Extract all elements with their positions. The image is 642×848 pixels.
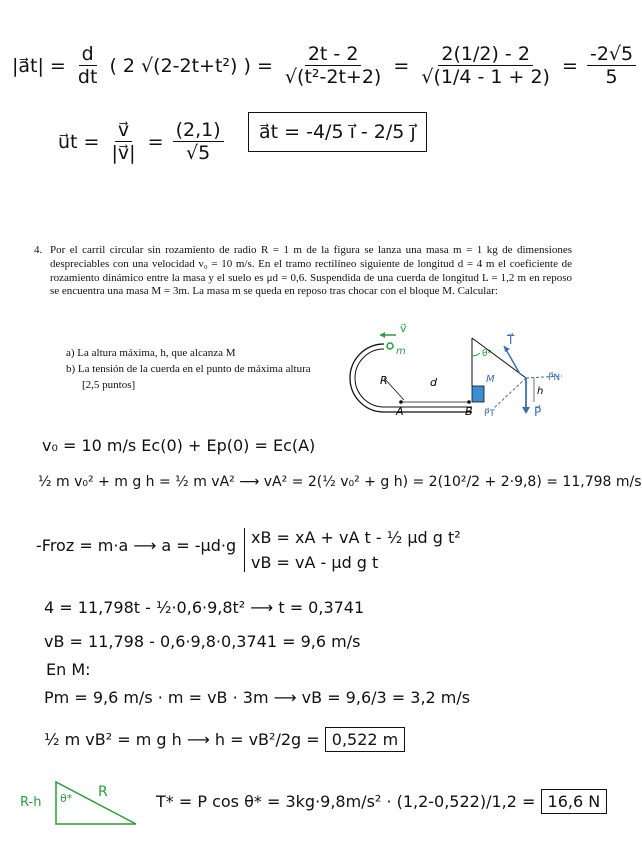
block-M bbox=[472, 386, 484, 402]
equals-3: = bbox=[562, 54, 578, 77]
item-b: b) La tensión de la cuerda en el punto de máxima altura bbox=[66, 363, 311, 375]
ut-fraction bbox=[109, 120, 139, 165]
ut-equation bbox=[58, 120, 227, 165]
M-label: M bbox=[486, 374, 495, 385]
problem-figure bbox=[344, 322, 584, 422]
fraction-1-den: √(t²-2t+2) bbox=[284, 65, 382, 88]
v-label: v⃗ bbox=[400, 322, 407, 335]
solution-line-8 bbox=[44, 730, 405, 749]
solution-line-9-text: T* = P cos θ* = 3kg·9,8m/s² · (1,2-0,522)/1,2 = bbox=[156, 792, 536, 811]
ut-fraction-2-den: √5 bbox=[185, 141, 211, 164]
problem-items bbox=[66, 346, 336, 394]
point-B bbox=[467, 400, 471, 404]
velocity-arrowhead bbox=[380, 332, 385, 338]
item-a: a) La altura máxima, h, que alcanza M bbox=[66, 347, 236, 359]
ddt-fraction bbox=[75, 44, 101, 89]
h-label: h bbox=[537, 386, 544, 397]
tri-Rh-label: R-h bbox=[20, 795, 42, 810]
ut-equals: = bbox=[147, 130, 164, 153]
displaced-rope bbox=[472, 338, 526, 378]
solution-line-7: Pm = 9,6 m/s · m = vB · 3m ⟶ vB = 9,6/3 = 3,2 m/s bbox=[44, 688, 471, 707]
geometry-triangle bbox=[18, 772, 148, 832]
at-lhs: |a⃗t| = bbox=[12, 54, 66, 77]
fraction-1-num: 2t - 2 bbox=[305, 44, 362, 66]
T-result-box: 16,6 N bbox=[541, 789, 608, 814]
mass-m bbox=[387, 343, 393, 349]
theta-label: θ* bbox=[482, 349, 493, 359]
problem-text: Por el carril circular sin rozamiento de radio R = 1 m de la figura se lanza una masa m = 1 kg de dimensiones despreciables con una velocidad v₀ = 10 m/s. En el tramo rectilíneo siguiente de longitud d = 4 m el coeficiente de rozamiento dinámico entre la masa y el suelo es μd = 0,6. Suspendida de una cuerda de longitud L = 1,2 m en reposo se encuentra una masa M = 3m. La masa m se queda en reposo tras chocar con el bloque M. Calcular: bbox=[50, 244, 572, 298]
solution-line-3a: -Froz = m·a ⟶ a = -μd·g bbox=[36, 536, 237, 555]
equals-2: = bbox=[393, 54, 410, 77]
PN-label: P⃗N bbox=[548, 373, 561, 383]
solution-line-3c: vB = vA - μd g t bbox=[251, 553, 379, 572]
P-label: P⃗ bbox=[534, 405, 542, 419]
fraction-2-den: √(1/4 - 1 + 2) bbox=[421, 65, 550, 88]
at-boxed-result: a⃗t = -4/5 i⃗ - 2/5 j⃗ bbox=[248, 112, 427, 152]
h-result-box: 0,522 m bbox=[325, 727, 405, 752]
points: [2,5 puntos] bbox=[82, 379, 136, 391]
fraction-3-num: -2√5 bbox=[587, 44, 636, 66]
problem-statement bbox=[34, 244, 572, 299]
m-label: m bbox=[396, 346, 406, 357]
tri-R-label: R bbox=[98, 784, 108, 800]
solution-line-4: 4 = 11,798t - ½·0,6·9,8t² ⟶ t = 0,3741 bbox=[44, 598, 365, 617]
fraction-1 bbox=[282, 44, 384, 89]
fraction-2-num: 2(1/2) - 2 bbox=[438, 44, 533, 66]
pt-arrow bbox=[494, 378, 526, 408]
A-label: A bbox=[396, 405, 404, 418]
paren-expr: ( 2 √(2-2t+t²) ) = bbox=[109, 54, 273, 77]
ddt-den: dt bbox=[77, 65, 98, 88]
T-label: T⃗ bbox=[507, 333, 515, 347]
fraction-3-den: 5 bbox=[605, 65, 618, 88]
R-label: R bbox=[380, 374, 388, 387]
solution-system bbox=[244, 528, 461, 572]
fraction-3 bbox=[587, 44, 636, 89]
tri-theta-label: θ* bbox=[60, 792, 73, 805]
ut-fraction-2 bbox=[173, 120, 224, 165]
at-magnitude-equation bbox=[12, 44, 639, 89]
point-A bbox=[399, 400, 403, 404]
ut-fraction-2-num: (2,1) bbox=[173, 120, 224, 142]
fraction-2 bbox=[418, 44, 553, 89]
solution-line-9 bbox=[156, 792, 607, 811]
solution-line-1: v₀ = 10 m/s Ec(0) + Ep(0) = Ec(A) bbox=[42, 436, 316, 455]
solution-line-3b: xB = xA + vA t - ½ μd g t² bbox=[251, 528, 461, 547]
solution-line-6: En M: bbox=[46, 660, 91, 679]
solution-line-2: ½ m v₀² + m g h = ½ m vA² ⟶ vA² = 2(½ v₀² + g h) = 2(10²/2 + 2·9,8) = 11,798 m/s bbox=[38, 474, 642, 490]
ut-lhs: u⃗t = bbox=[58, 130, 100, 153]
problem-number: 4. bbox=[34, 244, 43, 256]
solution-line-5: vB = 11,798 - 0,6·9,8·0,3741 = 9,6 m/s bbox=[44, 632, 361, 651]
ddt-num: d bbox=[79, 44, 97, 66]
PT-label: P⃗T bbox=[484, 409, 495, 419]
ut-fraction-num: v⃗ bbox=[115, 120, 132, 142]
ut-fraction-den: |v⃗| bbox=[111, 141, 136, 164]
B-label: B bbox=[465, 405, 473, 418]
theta-arc bbox=[472, 353, 480, 356]
weight-arrowhead bbox=[522, 407, 530, 414]
solution-line-8-text: ½ m vB² = m g h ⟶ h = vB²/2g = bbox=[44, 730, 320, 749]
d-label: d bbox=[430, 376, 437, 389]
